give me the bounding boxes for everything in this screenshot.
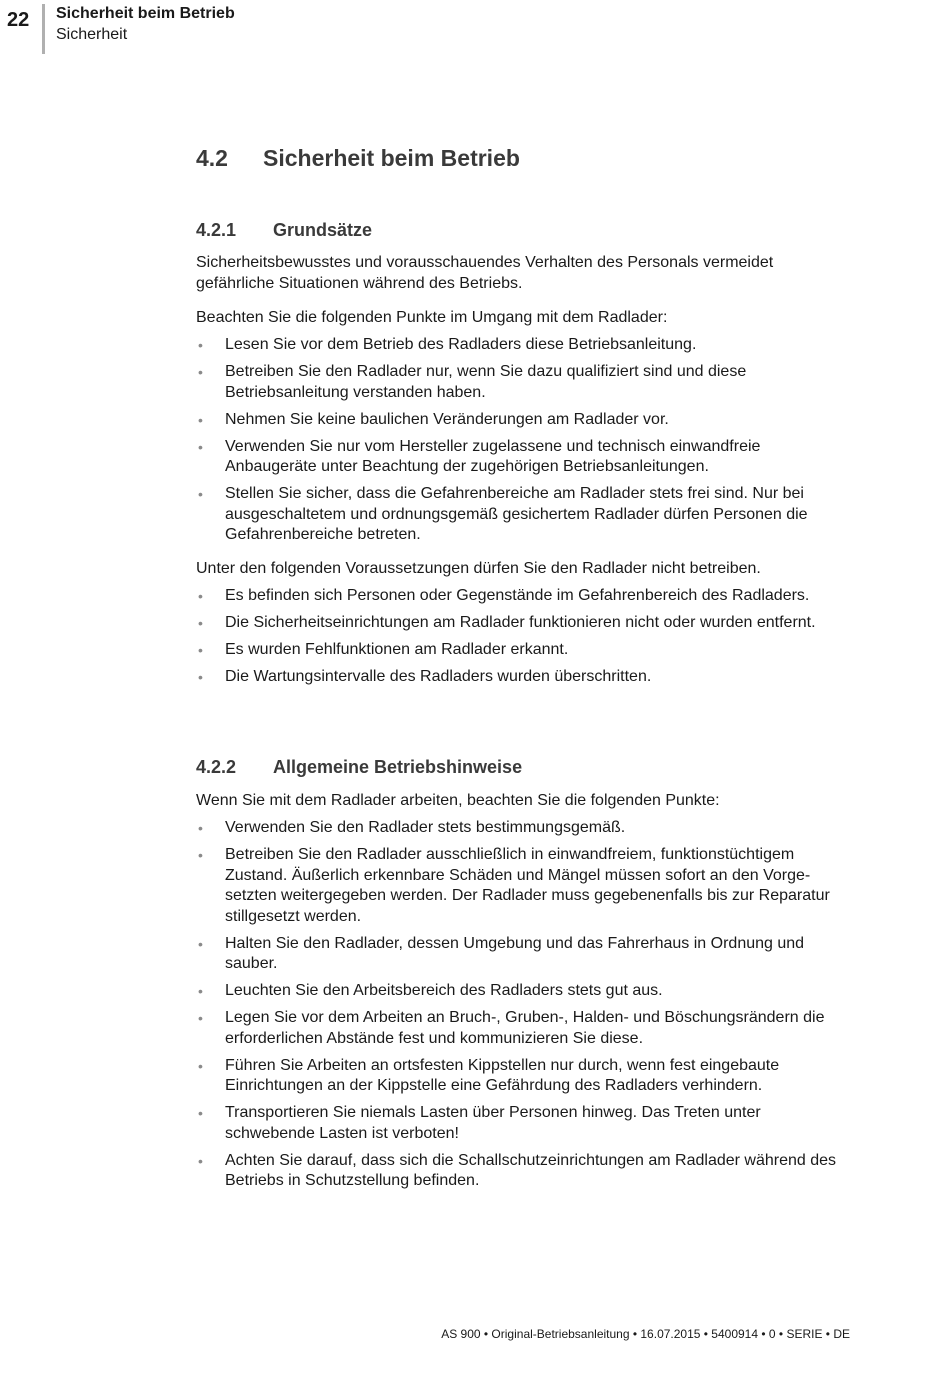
list-item: • Die Wartungsintervalle des Radladers wurden überschritten. xyxy=(196,667,846,688)
list-item: • Verwenden Sie nur vom Hersteller zugelassene und technisch einwandfreie Anbaugeräte unter Beachtung der zugehörigen Betriebsanleitungen. xyxy=(196,437,846,478)
subsection-title: Allgemeine Betriebshinweise xyxy=(273,757,523,777)
list-item: • Führen Sie Arbeiten an ortsfesten Kippstellen nur durch, wenn fest eingebaute Einrichtungen an der Kippstelle eine Gefährdung des Radladers verhindern. xyxy=(196,1056,846,1097)
conditions-intro: Unter den folgenden Voraussetzungen dürfen Sie den Radlader nicht betreiben. xyxy=(196,560,761,577)
subsection-title: Grundsätze xyxy=(273,220,373,240)
running-head xyxy=(56,3,235,45)
list-item: • Die Sicherheitseinrichtungen am Radlader funktionieren nicht oder wurden entfernt. xyxy=(196,613,846,634)
list-item: • Es wurden Fehlfunktionen am Radlader erkannt. xyxy=(196,640,846,661)
list-item: • Stellen Sie sicher, dass die Gefahrenbereiche am Radlader stets frei sind. Nur bei ausgeschaltetem und ordnungsgemäß gesichertem Radlader dürfen Personen die Gefahrenbereiche betreten. xyxy=(196,484,846,546)
header-divider xyxy=(42,4,45,54)
subsection-number: 4.2.2 xyxy=(196,757,237,777)
list-item: • Betreiben Sie den Radlader nur, wenn Sie dazu qualifiziert sind und diese Betriebsanleitung verstanden haben. xyxy=(196,362,846,403)
footer: AS 900 • Original-Betriebsanleitung • 16.07.2015 • 5400914 • 0 • SERIE • DE xyxy=(441,1327,850,1341)
list-item: • Halten Sie den Radlader, dessen Umgebung und das Fahrerhaus in Ordnung und sauber. xyxy=(196,934,846,975)
points-intro: Beachten Sie die folgenden Punkte im Umgang mit dem Radlader: xyxy=(196,309,668,326)
subsection-number: 4.2.1 xyxy=(196,220,237,240)
list-item: • Leuchten Sie den Arbeitsbereich des Radladers stets gut aus. xyxy=(196,981,846,1002)
running-head-chapter: Sicherheit beim Betrieb xyxy=(56,5,235,22)
list-item: • Es befinden sich Personen oder Gegenstände im Gefahrenbereich des Radladers. xyxy=(196,586,846,607)
list-item: • Legen Sie vor dem Arbeiten an Bruch-, Gruben-, Halden- und Böschungsrändern die erforderlichen Abstände fest und kommunizieren Sie diese. xyxy=(196,1008,846,1049)
intro-paragraph: Wenn Sie mit dem Radlader arbeiten, beachten Sie die folgenden Punkte: xyxy=(196,792,720,809)
list-item: • Lesen Sie vor dem Betrieb des Radladers diese Betriebsanleitung. xyxy=(196,335,846,356)
prohibited-conditions-list xyxy=(196,586,846,694)
operating-instructions-list xyxy=(196,818,846,1198)
list-item: • Achten Sie darauf, dass sich die Schallschutzeinrichtungen am Radlader während des Betriebs in Schutzstellung befinden. xyxy=(196,1151,846,1192)
list-item: • Transportieren Sie niemals Lasten über Personen hinweg. Das Treten unter schwebende Lasten ist verboten! xyxy=(196,1103,846,1144)
intro-paragraph: Sicherheitsbewusstes und vorausschauendes Verhalten des Personals vermeidet gefährliche Situationen während des Betriebs. xyxy=(196,254,774,292)
running-head-section: Sicherheit xyxy=(56,26,128,43)
section-number: 4.2 xyxy=(196,145,228,171)
subsection-heading-4-2-1 xyxy=(196,220,372,241)
operation-rules-list xyxy=(196,335,846,552)
page-number: 22 xyxy=(7,9,30,31)
list-item: • Betreiben Sie den Radlader ausschließlich in einwandfreiem, funktionstüchtigem Zustand. Äußerlich erkennbare Schäden und Mängel müssen sofort an den Vorgesetzten weitergegeben werden. Der Radlader muss gegebenenfalls bis zur Reparatur stillgesetzt werden. xyxy=(196,845,846,927)
subsection-heading-4-2-2 xyxy=(196,757,522,778)
section-heading-4-2 xyxy=(196,145,520,172)
list-item: • Verwenden Sie den Radlader stets bestimmungsgemäß. xyxy=(196,818,846,839)
section-title: Sicherheit beim Betrieb xyxy=(263,145,520,171)
list-item: • Nehmen Sie keine baulichen Veränderungen am Radlader vor. xyxy=(196,410,846,431)
